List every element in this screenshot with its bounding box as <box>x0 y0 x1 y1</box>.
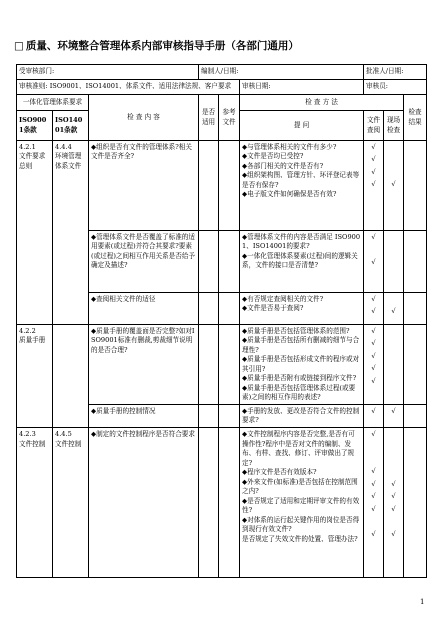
clause-9001: 4.2.3 文件控制 <box>17 428 53 578</box>
col-onsite: 现场检查 <box>384 111 404 141</box>
question-list: ◆手册的发放、更改是否符合文件的控制要求? <box>240 405 364 428</box>
table-row <box>17 325 427 405</box>
col-iso9001: ISO9001条款 <box>17 111 53 141</box>
doc-review-marks: √ √ <box>364 231 384 293</box>
clause-14001 <box>53 325 89 428</box>
audited-dept-label: 受审核部门: <box>17 65 199 80</box>
question-list: ◆管理体系文件的内容是否满足 ISO9001、ISO14001的要求? ◆一体化管理体系要素(过程)间的逻辑关系，文件的接口是否清楚? <box>240 231 364 293</box>
question-list: ◆有否规定查阅相关的文件? ◆文件是否易于查阅? <box>240 293 364 325</box>
page-number: 1 <box>420 598 425 606</box>
title-marker: □ <box>14 40 24 52</box>
clause-9001: 4.2.1 文件要求总则 <box>17 141 53 325</box>
onsite-marks: √ √ √ √ <box>384 428 404 578</box>
title-text: 质量、环境整合管理体系内部审核指导手册（各部门通用） <box>25 40 299 52</box>
check-content: ◆质量手册的控制情况 <box>89 405 199 428</box>
col-check-method: 检 查 方 法 <box>240 95 404 111</box>
doc-review-marks: √ √ √ √ √ √ <box>364 428 384 578</box>
question-list: ◆与管理体系相关的文件有多少? ◆文件是否均已受控? ◆各部门相关的文件是否有? ◆组织架构图、管理方针、环评登记表等是否有保存? ◆电子版文件如何确保是否有效? <box>240 141 364 231</box>
prepared-by-label: 编制人/日期: <box>199 65 364 80</box>
table-row <box>17 141 427 231</box>
col-question: 提 问 <box>240 111 364 141</box>
check-content: ◆管理体系文件是否覆盖了标准的适用要素(或过程)并符合其要求?要素(或过程)之间相互作用关系是否给予确定及描述? <box>89 231 199 293</box>
col-check-content: 检 查 内 容 <box>89 95 199 141</box>
audit-date-label: 审核日期: <box>240 80 364 95</box>
question-list: ◆质量手册是否包括管理体系的范围? ◆质量手册是否包括所有删减的细节与合理性? ◆质量手册是否包括形成文件的程序或对其引用? ◆质量手册是否附有或链接到程序文件? ◆质量手册是否包括管理体系过程(或要素)之间的相互作用的表述? <box>240 325 364 405</box>
doc-review-marks: √ √ √ √ <box>364 141 384 231</box>
doc-review-marks: √ √ <box>364 293 384 325</box>
table-row <box>17 428 427 578</box>
col-result: 检查结果 <box>404 95 427 141</box>
clause-14001: 4.4.4 环境管理体系文件 <box>53 141 89 325</box>
onsite-marks: √ <box>384 405 404 428</box>
col-doc-review: 文件查阅 <box>364 111 384 141</box>
question-list: ◆文件控制程序内容是否完整,是否有可操作性?程序中是否对文件的编制、发布、有样、查找、修订、评审做出了规定? ◆程序文件是否有效版本? ◆外来文件(如标准)是否包括在控制范围之内? ◆是否规定了适用和定期评审文件的有效性? ◆对体系的运行起关键作用的岗位是否得到现行有效文件? 是否规定了失效文件的处置、管理办法? <box>240 428 364 578</box>
check-content: ◆查阅相关文件的适径 <box>89 293 199 325</box>
doc-review-marks: √ <box>364 405 384 428</box>
clause-14001: 4.4.5 文件控制 <box>53 428 89 578</box>
doc-review-marks: √ √ √ √ √ <box>364 325 384 405</box>
col-applicable: 是否适用 <box>199 95 219 141</box>
auditor-label: 审核员: <box>364 80 427 95</box>
col-reference: 参考文件 <box>219 95 240 141</box>
clause-9001: 4.2.2 质量手册 <box>17 325 53 428</box>
check-content: ◆组织是否有文件的管理体系?相关文件是否齐全? <box>89 141 199 231</box>
audit-checklist-table <box>16 64 427 578</box>
check-content: ◆质量手册的覆盖面是否完整?如对ISO9001标准有删裁,剪裁细节说明的是否合理? <box>89 325 199 405</box>
onsite-marks: √ <box>384 293 404 325</box>
onsite-marks: √ <box>384 141 404 231</box>
check-content: ◆制定的文件控制程序是否符合要求 <box>89 428 199 578</box>
approved-by-label: 批准人/日期: <box>364 65 427 80</box>
col-iso14001: ISO14001条款 <box>53 111 89 141</box>
audit-criteria: 审核准则: ISO9001、ISO14001、体系文件、适用法律法规、客户要求 <box>17 80 240 95</box>
document-title <box>14 38 299 53</box>
col-system-requirement: 一体化管理体系要求 <box>17 95 89 111</box>
